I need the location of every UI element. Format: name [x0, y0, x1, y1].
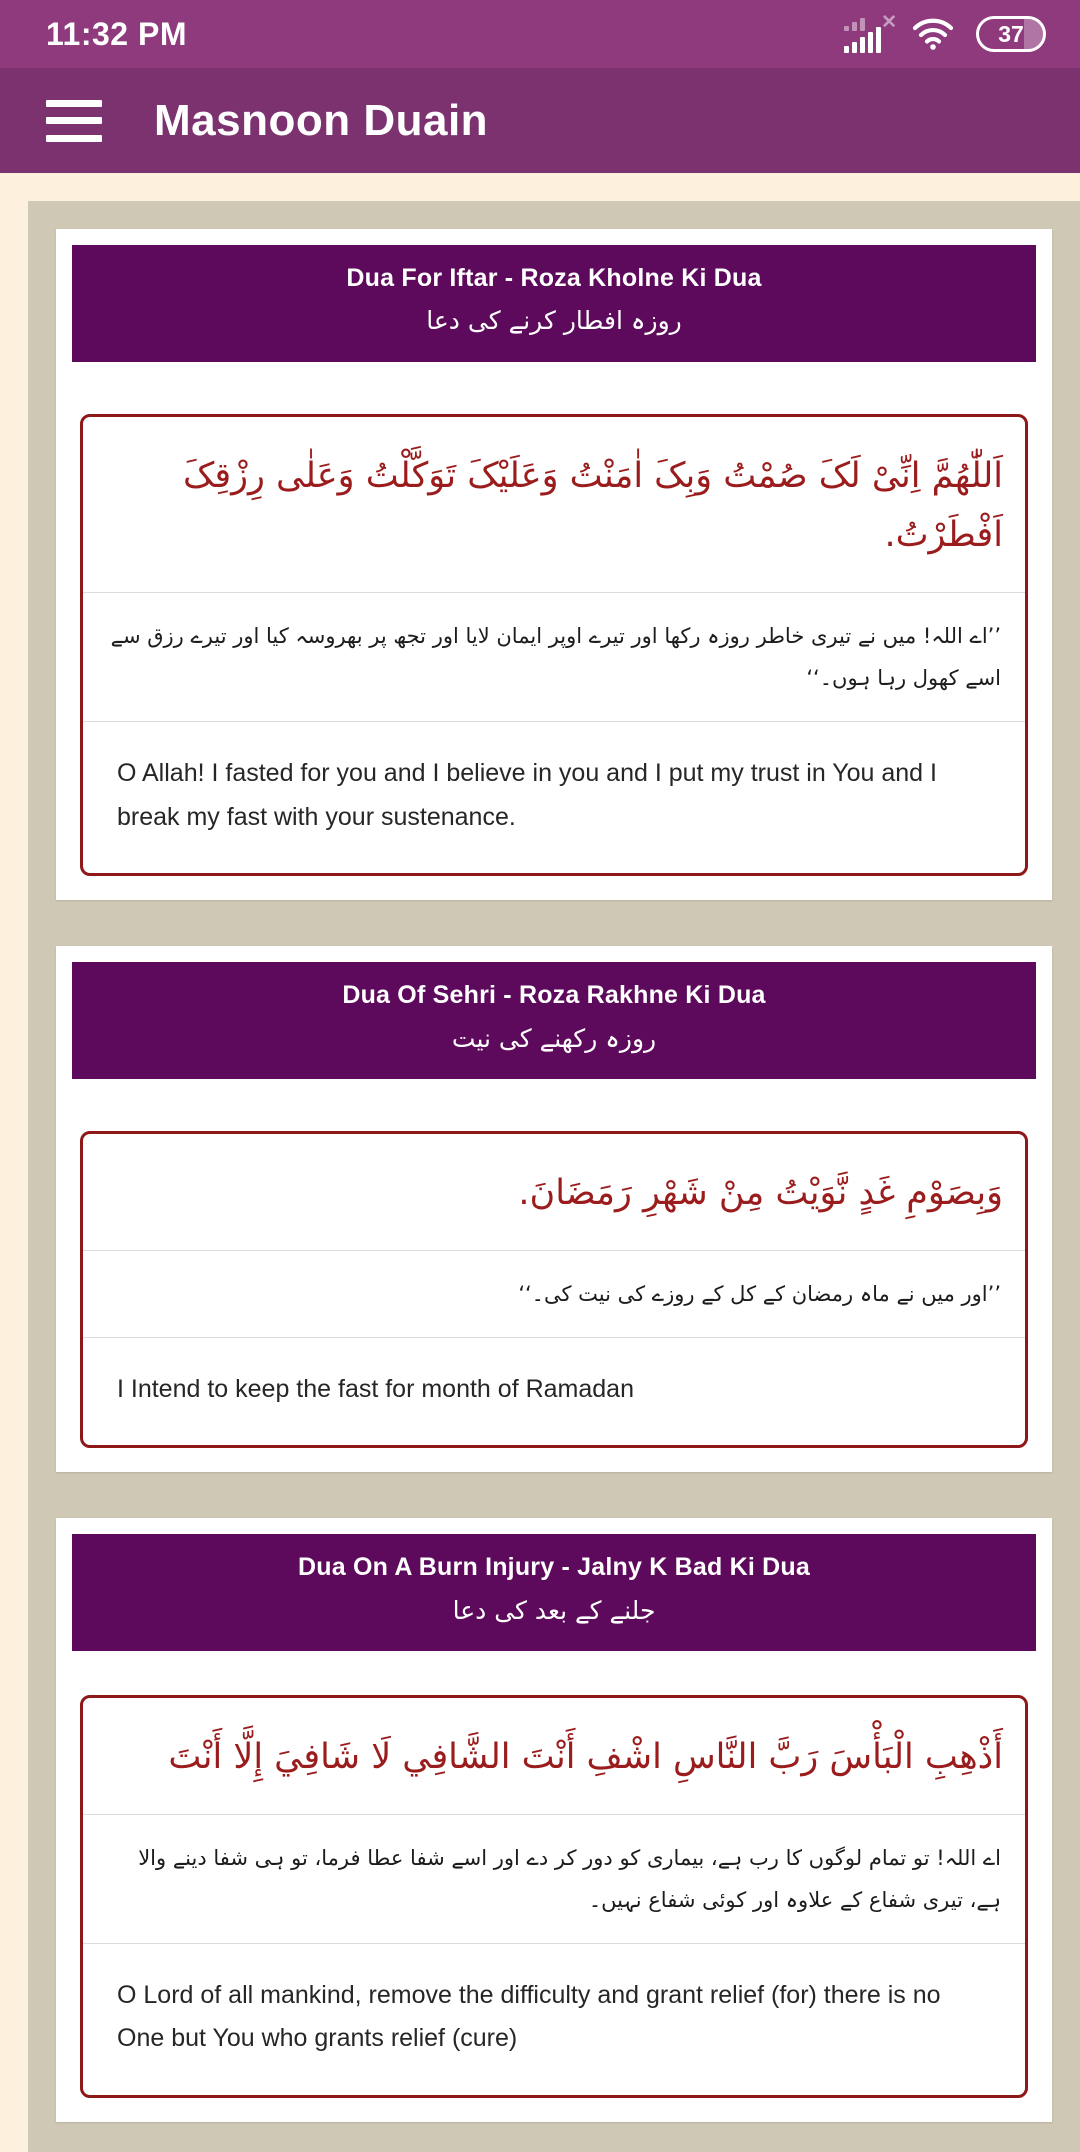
hamburger-menu-icon[interactable] [46, 100, 102, 142]
dua-content-box [80, 1131, 1028, 1448]
dua-title-english: Dua For Iftar - Roza Kholne Ki Dua [346, 264, 762, 292]
dua-arabic-text: اَللّٰهُمَّ اِنِّیْ لَکَ صُمْتُ وَبِکَ اٰمَنْتُ وَعَلَیْکَ تَوَکَّلْتُ وَعَلٰی رِزْقِکَ اَفْطَرْتُ. [183, 455, 1003, 556]
battery-level-label: 37 [998, 20, 1024, 47]
dua-title-english: Dua On A Burn Injury - Jalny K Bad Ki Dua [298, 1553, 810, 1582]
dua-title-english: Dua Of Sehri - Roza Rakhne Ki Dua [342, 981, 766, 1010]
dua-content-box [80, 1695, 1028, 2098]
dua-english-translation: O Lord of all mankind, remove the difficulty and grant relief (for) there is no One but You who grants relief (cure) [83, 1943, 1025, 2096]
dua-arabic-text: وَبِصَوْمِ غَدٍ نَّوَيْتُ مِنْ شَهْرِ رَمَضَانَ. [518, 1173, 1003, 1213]
signal-x-icon: ✕ [881, 12, 897, 33]
page-title: Masnoon Duain [154, 95, 489, 145]
wifi-icon [912, 18, 954, 50]
dua-urdu-translation: ’’اور میں نے ماہ رمضان کے کل کے روزے کی نیت کی۔‘‘ [83, 1250, 1025, 1337]
dua-urdu-translation: اے اللہ! تو تمام لوگوں کا رب ہے، بیماری کو دور کر دے اور اسے شفا عطا فرما، تو ہی شفا دینے والا ہے، تیری شفاع کے علاوہ اور کوئی شفاع نہیں۔ [83, 1814, 1025, 1943]
dua-card-header [72, 245, 1036, 362]
status-bar-icons [844, 12, 1046, 53]
dua-title-urdu: روزہ رکھنے کی نیت [451, 1023, 657, 1053]
signal-strength-icon [844, 27, 881, 53]
app-bar [0, 68, 1080, 173]
status-bar [0, 0, 1080, 68]
battery-icon [976, 16, 1046, 52]
dua-card-header [72, 1534, 1036, 1651]
dua-urdu-translation: ’’اے اللہ! میں نے تیری خاطر روزہ رکھا اور تیرے اوپر ایمان لایا اور تجھ پر بھروسہ کیا اور تیرے رزق سے اسے کھول رہا ہوں۔‘‘ [83, 592, 1025, 721]
dua-card[interactable] [56, 946, 1052, 1472]
dua-list-panel[interactable] [28, 201, 1080, 2152]
status-bar-clock: 11:32 PM [46, 15, 187, 52]
page-body [0, 173, 1080, 2152]
signal-bars-icon [844, 12, 897, 53]
dua-english-translation: I Intend to keep the fast for month of Ramadan [83, 1337, 1025, 1446]
dua-card[interactable] [56, 229, 1052, 900]
dua-english-translation: O Allah! I fasted for you and I believe in you and I put my trust in You and I break my fast with your sustenance. [83, 721, 1025, 874]
dua-title-urdu: روزہ افطار کرنے کی دعا [426, 306, 682, 336]
dua-card-header [72, 962, 1036, 1079]
dua-title-urdu: جلنے کے بعد کی دعا [452, 1595, 656, 1625]
dua-card[interactable] [56, 1518, 1052, 2122]
dua-arabic-text: أَذْهِبِ الْبَأْسَ رَبَّ النَّاسِ اشْفِ أَنْتَ الشَّافِي لَا شَافِيَ إِلَّا أَنْتَ [168, 1737, 1003, 1777]
dua-content-box [80, 414, 1028, 877]
